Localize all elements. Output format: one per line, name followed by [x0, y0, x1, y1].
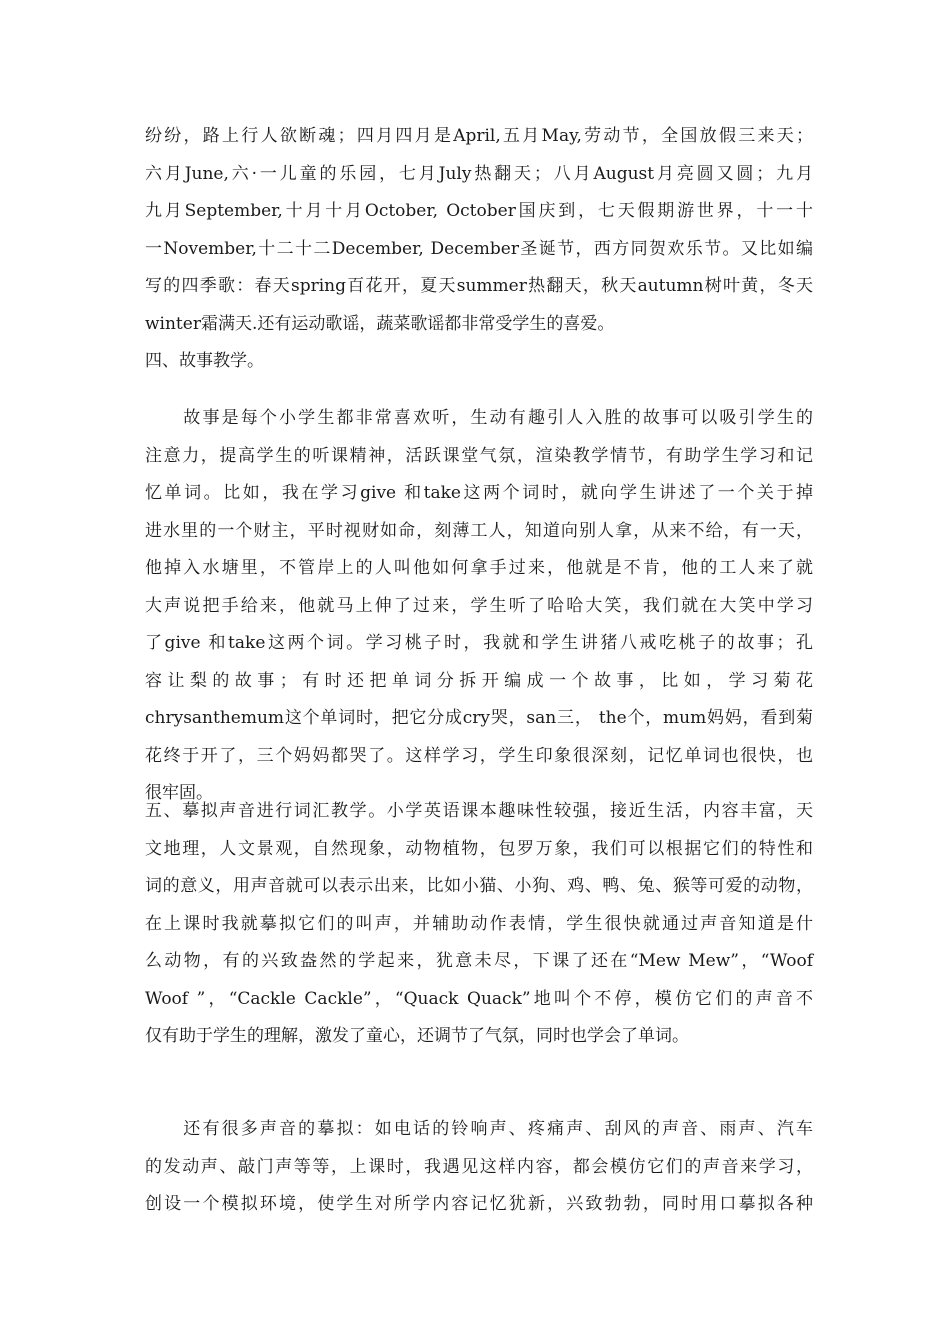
text-line: 写的四季歌：春天spring百花开，夏天summer热翻天，秋天autumn树叶黄，冬天 [145, 276, 813, 296]
text-line: 在上课时我就摹拟它们的叫声，并辅助动作表情，学生很快就通过声音知道是什 [145, 913, 813, 934]
text-line: 了give 和take这两个词。学习桃子时，我就和学生讲猪八戒吃桃子的故事；孔 [145, 633, 813, 653]
paragraph-sound-imitation [145, 793, 813, 1056]
paragraph-story-teaching [145, 400, 813, 813]
text-line: 很牢固。 [145, 783, 213, 803]
text-line: 还有很多声音的摹拟：如电话的铃响声、疼痛声、刮风的声音、雨声、汽车 [145, 1119, 813, 1139]
text-line: 词的意义，用声音就可以表示出来，比如小猫、小狗、鸡、鸭、兔、猴等可爱的动物， [145, 876, 813, 896]
text-line: 的发动声、敲门声等等，上课时，我遇见这样内容，都会模仿它们的声音来学习， [145, 1156, 813, 1177]
text-line: winter霜满天.还有运动歌谣，蔬菜歌谣都非常受学生的喜爱。 [145, 313, 615, 334]
text-line: 故事是每个小学生都非常喜欢听，生动有趣引人入胜的故事可以吸引学生的 [145, 408, 813, 428]
text-line: Woof ”，“Cackle Cackle”，“Quack Quack”地叫个不停，模仿它们的声音不 [145, 988, 813, 1009]
text-line: 创设一个模拟环境，使学生对所学内容记忆犹新，兴致勃勃，同时用口摹拟各种 [145, 1194, 813, 1214]
text-line: 文地理，人文景观，自然现象，动物植物，包罗万象，我们可以根据它们的特性和 [145, 838, 813, 859]
text-line: 注意力，提高学生的听课精神，活跃课堂气氛，渲染教学情节，有助学生学习和记 [145, 445, 813, 466]
text-line: 忆单词。比如，我在学习give 和take这两个词时，就向学生讲述了一个关于掉 [145, 483, 813, 503]
text-line: 仅有助于学生的理解，激发了童心，还调节了气氛，同时也学会了单词。 [145, 1026, 689, 1046]
text-line: 六月June,六·一儿童的乐园，七月July热翻天；八月August月亮圆又圆；九月 [145, 163, 813, 184]
text-line: 九月September,十月十月October, October国庆到，七天假期游世界，十一十 [145, 201, 813, 221]
section-heading-story-teaching: 四、故事教学。 [145, 351, 264, 371]
text-line: 么动物，有的兴致盎然的学起来，犹意未尽，下课了还在“Mew Mew”，“Woof [145, 951, 813, 971]
section-heading-sound-imitation: 五、摹拟声音进行词汇教学。小学英语课本趣味性较强，接近生活，内容丰富，天 [145, 801, 813, 821]
text-line: chrysanthemum这个单词时，把它分成cry哭，san三， the个，mum妈妈，看到菊 [145, 708, 813, 728]
text-line: 花终于开了，三个妈妈都哭了。这样学习，学生印象很深刻，记忆单词也很快，也 [145, 745, 813, 766]
text-line: 纷纷，路上行人欲断魂；四月四月是April,五月May,劳动节，全国放假三来天； [145, 126, 813, 146]
text-line: 容让梨的故事；有时还把单词分拆开编成一个故事，比如，学习菊花 [145, 670, 813, 691]
paragraph-more-sounds [145, 1111, 813, 1224]
text-line: 进水里的一个财主，平时视财如命，刻薄工人，知道向别人拿，从来不给，有一天， [145, 520, 813, 541]
text-line: 他掉入水塘里，不管岸上的人叫他如何拿手过来，他就是不肯，他的工人来了就 [145, 558, 813, 578]
text-line: 一November,十二十二December, December圣诞节，西方同贺欢乐节。又比如编 [145, 238, 813, 259]
paragraph-months-seasons [145, 118, 813, 381]
text-line: 大声说把手给来，他就马上伸了过来，学生听了哈哈大笑，我们就在大笑中学习 [145, 595, 813, 616]
